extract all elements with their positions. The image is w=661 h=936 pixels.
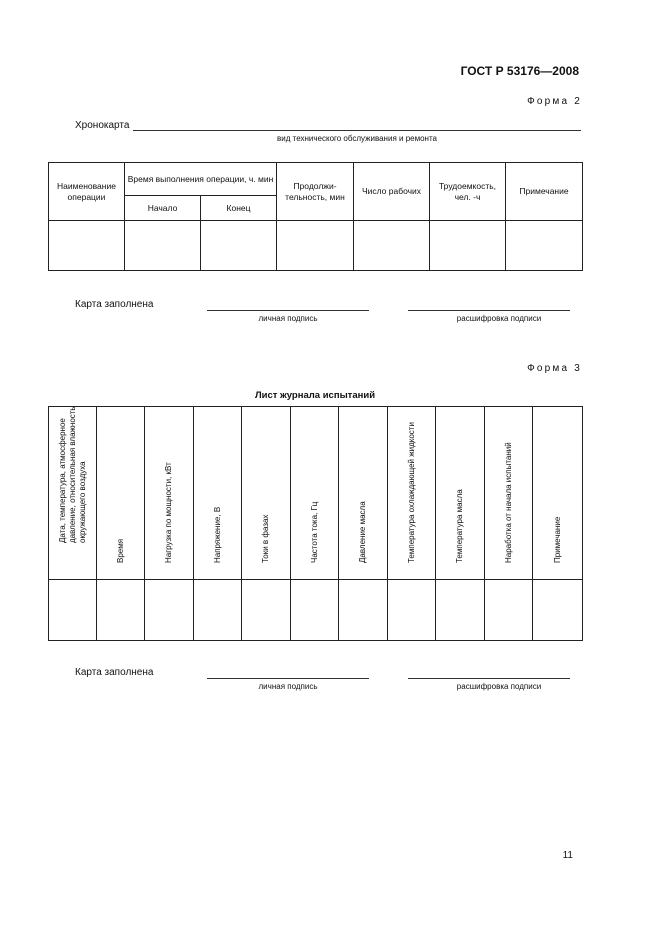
form3-filled-by-label: Карта заполнена: [75, 667, 154, 678]
table-cell: [277, 221, 354, 271]
page-number: 11: [562, 850, 573, 861]
form3-personal-signature-caption: личная подпись: [258, 682, 318, 691]
header-end: Конец: [201, 196, 277, 221]
table-cell: [485, 580, 533, 641]
table-cell: [436, 580, 485, 641]
test-journal-table: [48, 406, 583, 641]
table-cell: [533, 580, 583, 641]
table-cell: [201, 221, 277, 271]
table-cell: [49, 221, 125, 271]
header-note: Примечание: [506, 163, 583, 221]
header-duration: Продолжи-тельность, мин: [277, 163, 354, 221]
form2-signature-line: [207, 310, 369, 311]
table-cell: [242, 580, 291, 641]
table-cell: [430, 221, 506, 271]
header-operation-time: Время выполнения операции, ч. мин: [125, 163, 277, 196]
chronocard-table: [48, 162, 583, 271]
col-date-conditions: Дата, температура, атмосферное давление, относительная влажность окружающего воздуха: [57, 406, 87, 543]
form3-decoding-line: [408, 678, 570, 679]
header-start: Начало: [125, 196, 201, 221]
col-phase-currents: Токи в фазах: [261, 514, 270, 563]
header-labor: Трудоемкость, чел. -ч: [430, 163, 506, 221]
form3-label: Форма 3: [527, 363, 582, 374]
form3-signature-line: [207, 678, 369, 679]
col-frequency: Частота тока, Гц: [309, 501, 319, 563]
header-operation-name: Наименование операции: [49, 163, 125, 221]
table-cell: [506, 221, 583, 271]
col-voltage: Напряжение, В: [212, 506, 222, 563]
col-oil-temperature: Температура масла: [455, 489, 464, 563]
col-operating-hours: Наработка от начала испытаний: [503, 442, 513, 563]
document-code: ГОСТ Р 53176—2008: [460, 64, 579, 78]
table-cell: [354, 221, 430, 271]
form2-decoding-caption: расшифровка подписи: [456, 314, 542, 323]
table-cell: [388, 580, 436, 641]
col-note: Примечание: [552, 516, 562, 563]
chronocard-label: Хронокарта: [75, 120, 130, 131]
form3-decoding-caption: расшифровка подписи: [456, 682, 542, 691]
chronocard-fill-line: [133, 130, 581, 131]
col-oil-pressure: Давление масла: [358, 501, 367, 563]
col-coolant-temperature: Температура охлаждающей жидкости: [406, 422, 416, 563]
header-workers: Число рабочих: [354, 163, 430, 221]
form2-personal-signature-caption: личная подпись: [258, 314, 318, 323]
journal-title: Лист журнала испытаний: [254, 390, 376, 401]
table-cell: [339, 580, 388, 641]
table-cell: [97, 580, 145, 641]
table-cell: [194, 580, 242, 641]
col-power-load: Нагрузка по мощности, кВт: [164, 462, 173, 563]
table-cell: [145, 580, 194, 641]
form2-decoding-line: [408, 310, 570, 311]
table-cell: [291, 580, 339, 641]
table-cell: [125, 221, 201, 271]
table-cell: [49, 580, 97, 641]
form2-label: Форма 2: [527, 96, 582, 107]
form2-filled-by-label: Карта заполнена: [75, 299, 154, 310]
chronocard-caption: вид технического обслуживания и ремонта: [277, 134, 437, 143]
col-time: Время: [115, 538, 125, 563]
